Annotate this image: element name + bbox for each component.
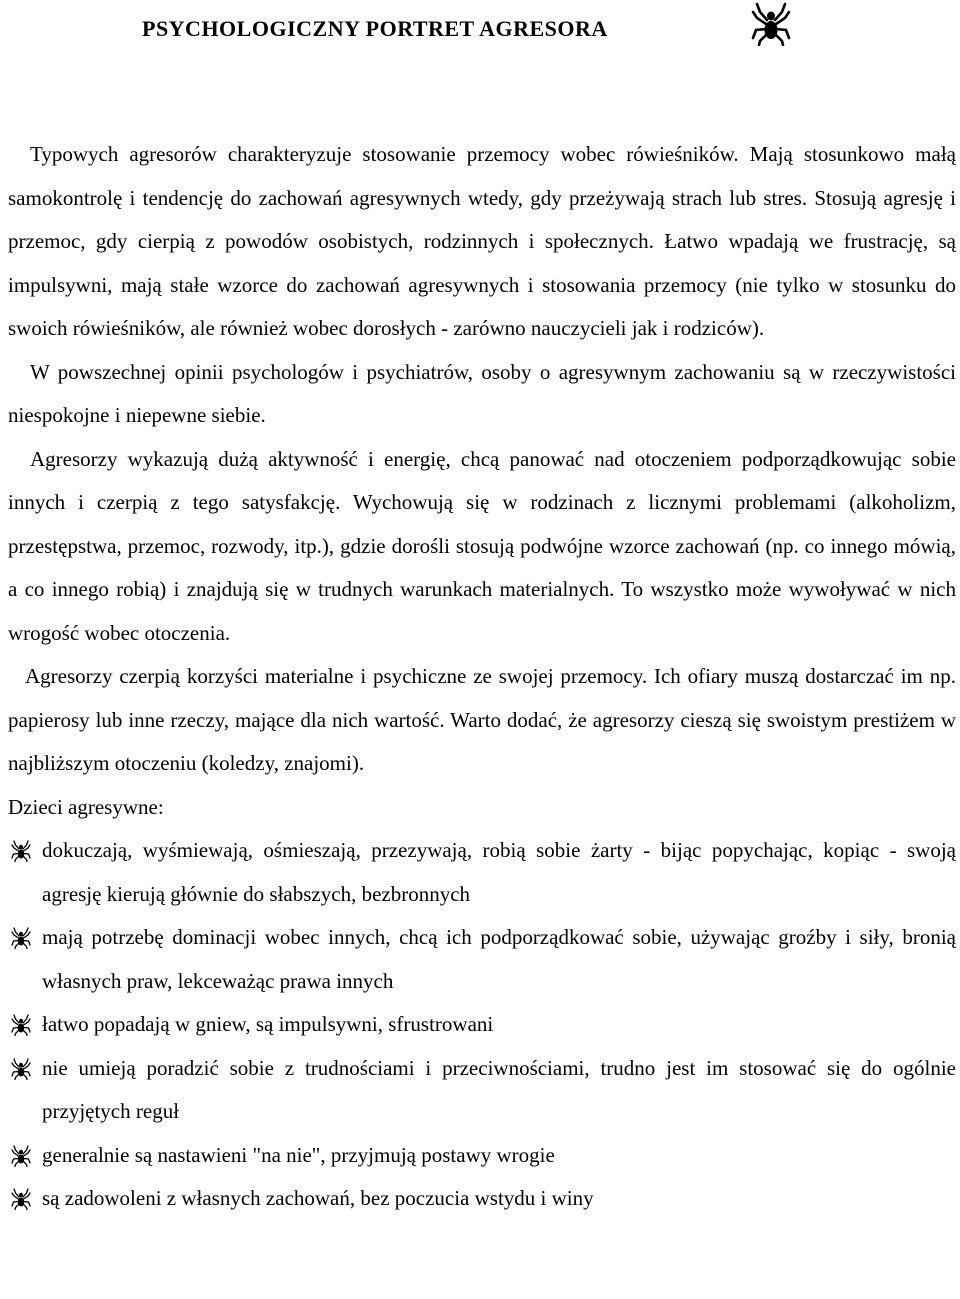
paragraph-intro: Typowych agresorów charakteryzuje stosowanie przemocy wobec rówieśników. Mają stosunkowo małą samokontrolę i tendencję do zachowań agresywnych wtedy, gdy przeżywają strach lub stres. Stosują agresję i przemoc, gdy cierpią z powodów osobistych, rodzinnych i społecznych. Łatwo wpadają we frustrację, są impulsywni, mają stałe wzorce do zachowań agresywnych i stosowania przemocy (nie tylko w stosunku do swoich rówieśników, ale również wobec dorosłych - zarówno nauczycieli jak i rodziców). — [8, 142, 956, 340]
list-item-text: dokuczają, wyśmiewają, ośmieszają, przezywają, robią sobie żarty - bijąc popychając, kopiąc - swoją agresję kierują głównie do słabszych, bezbronnych — [42, 838, 956, 906]
spider-bullet-icon — [10, 1058, 32, 1080]
aggressive-children-list — [8, 829, 956, 1221]
spider-bullet-icon — [10, 927, 32, 949]
list-item-text: mają potrzebę dominacji wobec innych, chcą ich podporządkować sobie, używając groźby i siły, bronią własnych praw, lekceważąc prawa innych — [42, 925, 956, 993]
document-body — [8, 133, 956, 1221]
spider-icon — [751, 2, 791, 46]
paragraph-benefits: Agresorzy czerpią korzyści materialne i psychiczne ze swojej przemocy. Ich ofiary muszą dostarczać im np. papierosy lub inne rzeczy, mające dla nich wartość. Warto dodać, że agresorzy cieszą się swoistym prestiżem w najbliższym otoczeniu (koledzy, znajomi). — [8, 664, 956, 775]
list-item-text: łatwo popadają w gniew, są impulsywni, sfrustrowani — [42, 1012, 494, 1036]
spider-bullet-icon — [10, 1014, 32, 1036]
spider-bullet-icon — [10, 840, 32, 862]
list-item-text: generalnie są nastawieni "na nie", przyjmują postawy wrogie — [42, 1142, 555, 1167]
list-item — [8, 916, 956, 1003]
title-row — [0, 0, 960, 62]
list-item — [8, 1134, 956, 1178]
document-title: PSYCHOLOGICZNY PORTRET AGRESORA — [142, 16, 608, 41]
spider-bullet-icon — [10, 1145, 32, 1167]
list-item — [8, 1003, 956, 1047]
list-label: Dzieci agresywne: — [8, 794, 164, 819]
spider-bullet-icon — [10, 1188, 32, 1210]
list-item-text: nie umieją poradzić sobie z trudnościami i przeciwnościami, trudno jest im stosować się do ogólnie przyjętych reguł — [42, 1055, 956, 1123]
list-item — [8, 829, 956, 916]
list-item-text: są zadowoleni z własnych zachowań, bez poczucia wstydu i winy — [42, 1186, 594, 1210]
paragraph-activity: Agresorzy wykazują dużą aktywność i energię, chcą panować nad otoczeniem podporządkowując sobie innych i czerpią z tego satysfakcję. Wychowują się w rodzinach z licznymi problemami (alkoholizm, przestępstwa, przemoc, rozwody, itp.), gdzie dorośli stosują podwójne wzorce zachowań (np. co innego mówią, a co innego robią) i znajdują się w trudnych warunkach materialnych. To wszystko może wywoływać w nich wrogość wobec otoczenia. — [8, 446, 956, 645]
list-item — [8, 1177, 956, 1221]
list-item — [8, 1047, 956, 1134]
paragraph-opinion: W powszechnej opinii psychologów i psychiatrów, osoby o agresywnym zachowaniu są w rzeczywistości niespokojne i niepewne siebie. — [8, 359, 956, 427]
